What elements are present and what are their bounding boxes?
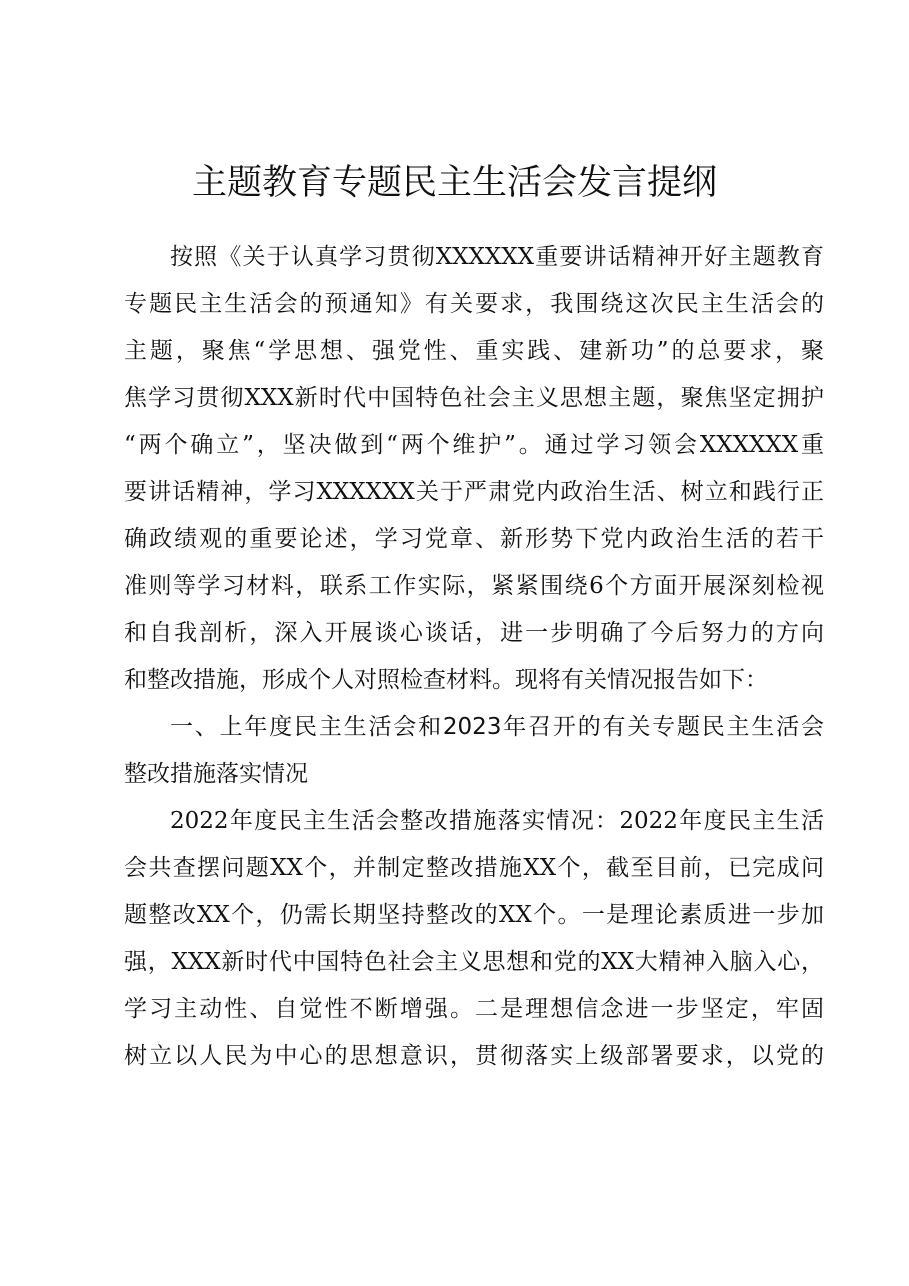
text-line: “两个确立”，坚决做到“两个维护”。通过学习领会XXXXXX重 <box>124 432 824 458</box>
heading-line: 整改措施落实情况 <box>124 761 308 787</box>
text-line: 准则等学习材料，联系工作实际，紧紧围绕6个方面开展深刻检视 <box>124 573 824 599</box>
heading-line: 一、上年度民主生活会和2023年召开的有关专题民主生活会 <box>170 714 824 740</box>
document-body <box>124 234 824 1080</box>
text-line: 确政绩观的重要论述，学习党章、新形势下党内政治生活的若干 <box>124 526 824 552</box>
section-heading <box>124 704 824 798</box>
text-line: 2022年度民主生活会整改措施落实情况：2022年度民主生活 <box>170 808 824 834</box>
text-line: 专题民主生活会的预通知》有关要求，我围绕这次民主生活会的 <box>124 291 824 317</box>
text-line: 焦学习贯彻XXX新时代中国特色社会主义思想主题，聚焦坚定拥护 <box>124 385 824 411</box>
text-line: 按照《关于认真学习贯彻XXXXXX重要讲话精神开好主题教育 <box>170 244 824 270</box>
text-line: 强，XXX新时代中国特色社会主义思想和党的XX大精神入脑入心， <box>124 949 824 975</box>
text-line: 树立以人民为中心的思想意识，贯彻落实上级部署要求，以党的 <box>124 1043 824 1069</box>
document-title: 主题教育专题民主生活会发言提纲 <box>191 163 717 203</box>
text-line: 学习主动性、自觉性不断增强。二是理想信念进一步坚定，牢固 <box>124 996 824 1022</box>
text-line: 要讲话精神，学习XXXXXX关于严肃党内政治生活、树立和践行正 <box>124 479 824 505</box>
intro-paragraph <box>124 234 824 704</box>
section-paragraph <box>124 798 824 1080</box>
text-line: 题整改XX个，仍需长期坚持整改的XX个。一是理论素质进一步加 <box>124 902 824 928</box>
text-line: 和自我剖析，深入开展谈心谈话，进一步明确了今后努力的方向 <box>124 620 824 646</box>
text-line: 会共查摆问题XX个，并制定整改措施XX个，截至目前，已完成问 <box>124 855 824 881</box>
text-line: 主题，聚焦“学思想、强党性、重实践、建新功”的总要求，聚 <box>124 338 824 364</box>
text-line: 和整改措施，形成个人对照检查材料。现将有关情况报告如下： <box>124 667 768 693</box>
